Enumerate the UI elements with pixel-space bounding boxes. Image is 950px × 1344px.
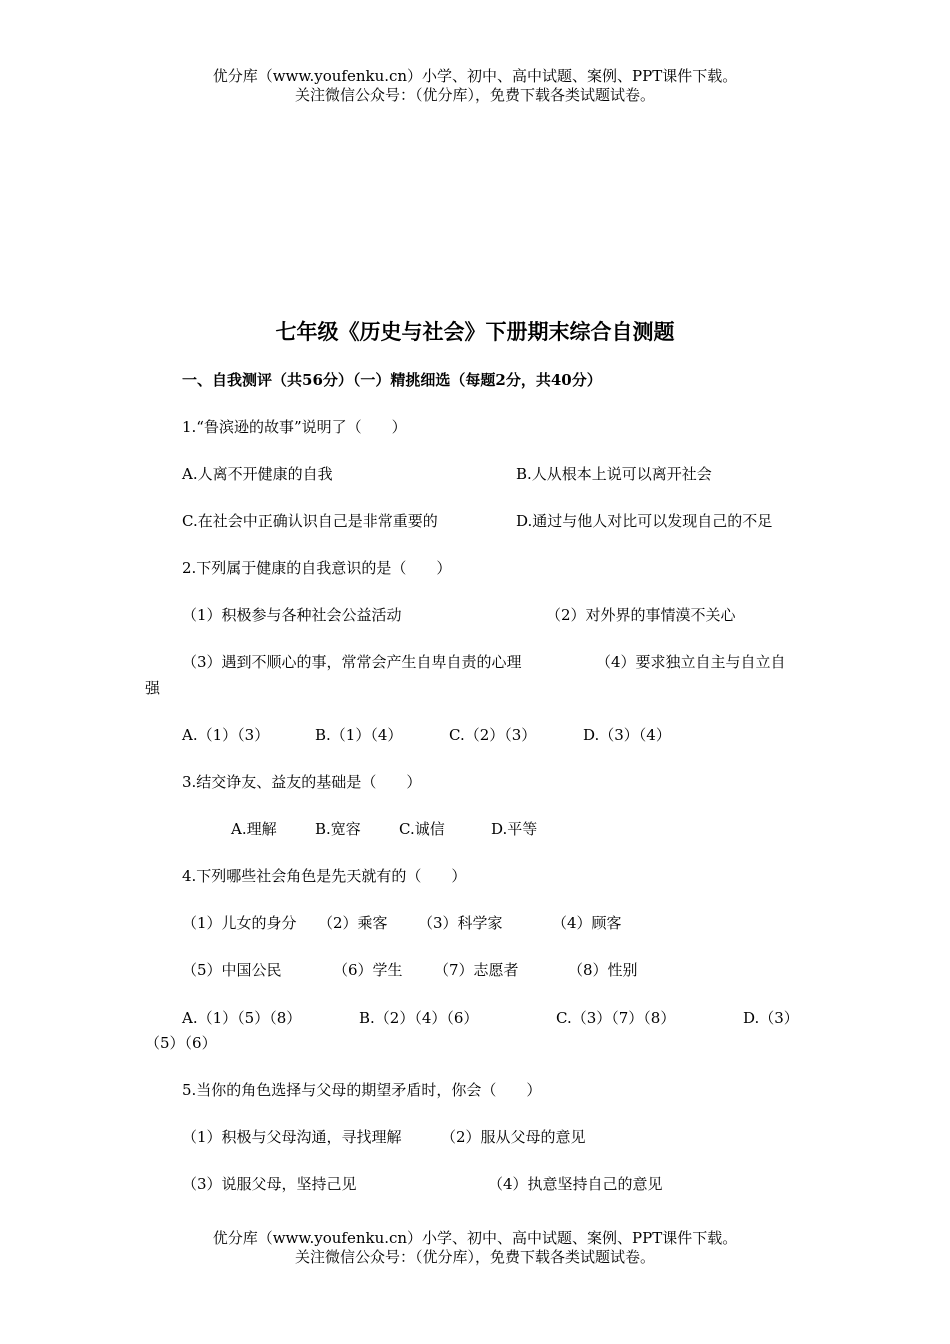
question-4-item-4: （4）顾客 [552, 914, 622, 932]
question-4-option-b: B.（2）（4）（6） [359, 1009, 479, 1027]
question-2-item-2: （2）对外界的事情漠不关心 [546, 606, 736, 624]
question-1-option-c: C.在社会中正确认识自己是非常重要的 [182, 512, 438, 530]
question-4-item-2: （2）乘客 [318, 914, 388, 932]
question-3-option-d: D.平等 [491, 820, 538, 838]
question-4-item-1: （1）儿女的身分 [182, 914, 297, 932]
question-1-option-b: B.人从根本上说可以离开社会 [516, 465, 712, 483]
question-2-item-1: （1）积极参与各种社会公益活动 [182, 606, 402, 624]
question-1-stem: 1.“鲁滨逊的故事”说明了（ ） [182, 418, 407, 436]
question-2-option-b: B.（1）（4） [315, 726, 403, 744]
question-4-option-c: C.（3）（7）（8） [556, 1009, 676, 1027]
question-2-option-d: D.（3）（4） [583, 726, 671, 744]
question-3-option-a: A.理解 [231, 820, 277, 838]
question-3-option-b: B.宽容 [315, 820, 361, 838]
question-5-item-4: （4）执意坚持自己的意见 [488, 1175, 663, 1193]
footer-line-2: 关注微信公众号：（优分库），免费下载各类试题试卷。 [294, 1248, 655, 1266]
question-5-item-3: （3）说服父母，坚持己见 [182, 1175, 357, 1193]
question-2-option-a: A.（1）（3） [182, 726, 270, 744]
header-line-1: 优分库（www.youfenku.cn）小学、初中、高中试题、案例、PPT课件下载。 [212, 67, 738, 85]
page-title: 七年级《历史与社会》下册期末综合自测题 [275, 319, 675, 344]
page-footer [0, 1229, 950, 1267]
question-2-stem: 2.下列属于健康的自我意识的是（ ） [182, 559, 452, 577]
question-2-item-3: （3）遇到不顺心的事，常常会产生自卑自责的心理 [182, 653, 522, 671]
question-5-item-2: （2）服从父母的意见 [441, 1128, 586, 1146]
question-5-stem: 5.当你的角色选择与父母的期望矛盾时，你会（ ） [182, 1081, 542, 1099]
question-4-option-d-wrap: （5）（6） [145, 1034, 217, 1052]
question-4-option-a: A.（1）（5）（8） [182, 1009, 302, 1027]
question-3-stem: 3.结交诤友、益友的基础是（ ） [182, 773, 422, 791]
question-3-option-c: C.诚信 [399, 820, 445, 838]
question-1-option-d: D.通过与他人对比可以发现自己的不足 [516, 512, 773, 530]
question-2-item-4: （4）要求独立自主与自立自 [596, 653, 786, 671]
question-4-item-5: （5）中国公民 [182, 961, 282, 979]
question-4-stem: 4.下列哪些社会角色是先天就有的（ ） [182, 867, 467, 885]
section-heading: 一、自我测评（共56分）（一）精挑细选（每题2分，共40分） [182, 371, 602, 389]
question-4-item-3: （3）科学家 [418, 914, 503, 932]
page-header [0, 67, 950, 105]
question-1-option-a: A.人离不开健康的自我 [182, 465, 333, 483]
question-5-item-1: （1）积极与父母沟通，寻找理解 [182, 1128, 402, 1146]
header-line-2: 关注微信公众号：（优分库），免费下载各类试题试卷。 [294, 86, 655, 104]
question-4-item-6: （6）学生 [333, 961, 403, 979]
question-4-item-7: （7）志愿者 [434, 961, 519, 979]
question-2-option-c: C.（2）（3） [449, 726, 537, 744]
question-2-item-4-wrap: 强 [145, 679, 161, 697]
question-4-option-d: D.（3） [743, 1009, 799, 1027]
footer-line-1: 优分库（www.youfenku.cn）小学、初中、高中试题、案例、PPT课件下载。 [212, 1229, 738, 1247]
question-4-item-8: （8）性别 [568, 961, 638, 979]
